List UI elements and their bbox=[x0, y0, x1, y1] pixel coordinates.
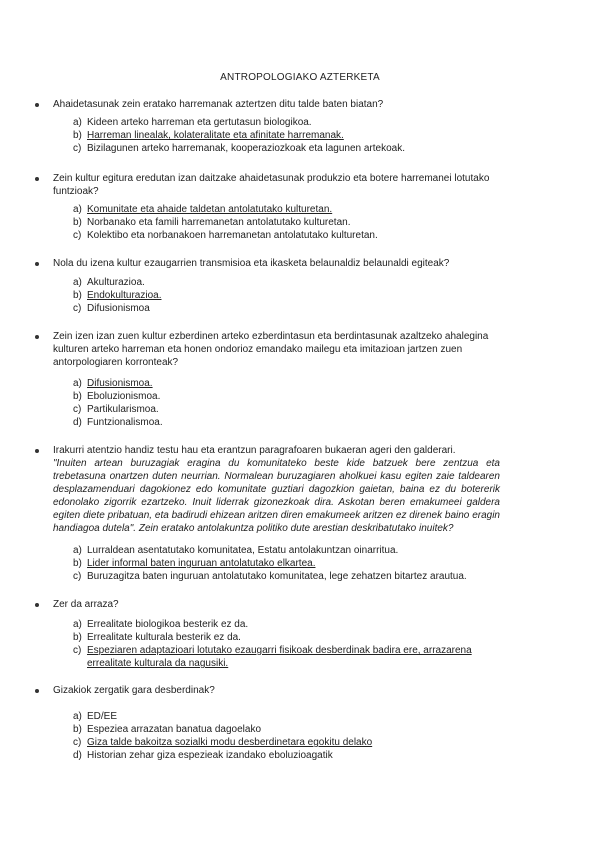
answer-option bbox=[73, 416, 503, 429]
option-letter: b) bbox=[73, 632, 82, 643]
answer-option bbox=[73, 749, 503, 762]
option-text: Komunitate eta ahaide taldetan antolatutako kulturetan. bbox=[87, 204, 333, 215]
answer-option bbox=[73, 276, 503, 289]
option-letter: c) bbox=[73, 230, 82, 241]
bullet-icon bbox=[35, 449, 39, 453]
question-text: Nola du izena kultur ezaugarrien transmisioa eta ikasketa belaunaldiz belaunaldi egiteak? bbox=[53, 258, 450, 269]
question bbox=[53, 598, 500, 611]
question-text: Zer da arraza? bbox=[53, 599, 119, 610]
option-text: Historian zehar giza espezieak izandako eboluzioagatik bbox=[87, 750, 333, 761]
option-text: Eboluzionismoa. bbox=[87, 391, 161, 402]
option-text: Bizilagunen arteko harremanak, kooperaziozkoak eta lagunen artekoak. bbox=[87, 143, 405, 154]
question-text: Irakurri atentzio handiz testu hau eta erantzun paragrafoaren bukaeran ageri den galderari. bbox=[53, 445, 456, 456]
bullet-icon bbox=[35, 335, 39, 339]
bullet-icon bbox=[35, 103, 39, 107]
option-text: Funtzionalismoa. bbox=[87, 417, 163, 428]
answer-option bbox=[73, 203, 503, 216]
option-text: Akulturazioa. bbox=[87, 277, 145, 288]
option-letter: c) bbox=[73, 404, 82, 415]
option-letter: b) bbox=[73, 130, 82, 141]
answer-option bbox=[73, 631, 503, 644]
option-text: Difusionismoa. bbox=[87, 378, 153, 389]
answer-option bbox=[73, 723, 503, 736]
bullet-icon bbox=[35, 603, 39, 607]
question bbox=[53, 444, 500, 535]
option-letter: a) bbox=[73, 711, 82, 722]
option-letter: c) bbox=[73, 571, 82, 582]
answer-option bbox=[73, 229, 503, 242]
answer-option bbox=[73, 557, 503, 570]
option-text: Kideen arteko harreman eta gertutasun biologikoa. bbox=[87, 117, 312, 128]
option-letter: b) bbox=[73, 391, 82, 402]
option-letter: b) bbox=[73, 724, 82, 735]
exam-title: ANTROPOLOGIAKO AZTERKETA bbox=[220, 72, 380, 83]
question bbox=[53, 98, 500, 111]
option-letter: c) bbox=[73, 737, 82, 748]
answer-option bbox=[73, 403, 503, 416]
option-letter: c) bbox=[73, 645, 82, 656]
answer-option bbox=[73, 570, 503, 583]
answer-option bbox=[73, 644, 503, 670]
answer-option bbox=[73, 710, 503, 723]
option-text: Partikularismoa. bbox=[87, 404, 159, 415]
option-letter: d) bbox=[73, 417, 82, 428]
question bbox=[53, 172, 500, 198]
option-letter: d) bbox=[73, 750, 82, 761]
question-text: Zein kultur egitura eredutan izan daitzake ahaidetasunak produkzio eta botere harremanei lotutako funtzioak? bbox=[53, 173, 490, 197]
option-letter: b) bbox=[73, 217, 82, 228]
option-text: Norbanako eta famili harremanetan antolatutako kulturetan. bbox=[87, 217, 351, 228]
question bbox=[53, 257, 500, 270]
option-text: ED/EE bbox=[87, 711, 118, 722]
option-text: Lurraldean asentatutako komunitatea, Estatu antolakuntzan oinarritua. bbox=[87, 545, 399, 556]
question-text: Zein izen izan zuen kultur ezberdinen arteko ezberdintasun eta berdintasunak azaltzeko ahalegina kulturen arteko harreman eta honen ondorioz emandako mailegu eta imitazioan jartzen zuen antorpologiaren korronteak? bbox=[53, 331, 489, 368]
answer-option bbox=[73, 390, 503, 403]
option-letter: a) bbox=[73, 117, 82, 128]
option-letter: a) bbox=[73, 619, 82, 630]
option-letter: b) bbox=[73, 558, 82, 569]
option-text: Errealitate biologikoa besterik ez da. bbox=[87, 619, 249, 630]
answer-option bbox=[73, 289, 503, 302]
answer-option bbox=[73, 544, 503, 557]
answer-option bbox=[73, 377, 503, 390]
option-letter: a) bbox=[73, 277, 82, 288]
question-text: Ahaidetasunak zein eratako harremanak aztertzen ditu talde baten biatan? bbox=[53, 99, 384, 110]
option-text: Espeziaren adaptazioari lotutako ezaugarri fisikoak desberdinak badira ere, arrazarena errealitate kulturala da nagusiki. bbox=[87, 645, 472, 669]
option-text: Espeziea arrazatan banatua dagoelako bbox=[87, 724, 262, 735]
question-quote: "Inuiten artean buruzagiak eragina du komunitateko beste kide batzuek bere zentzua eta trebetasuna onartzen duten neurrian. Normalean buruzagiaren aholkuei kasu egiten zaie taldearen desplazamenduari dagokionez edo komunitate guztiari dagozkion gaietan, baina ez du botererik edonolako zigorrik ezartzeko. Inuit liderrak gizonezkoak dira. Askotan beren emakumeei galdera egiten diete pribatuan, eta badirudi ehizean aritzen diren emakumeek aritzen ez direnek baino eragin handiagoa dutela". Zein eratako antolakuntza politiko dute arestian deskribatutako inuitek? bbox=[53, 458, 500, 534]
answer-option bbox=[73, 142, 503, 155]
option-text: Errealitate kulturala besterik ez da. bbox=[87, 632, 241, 643]
bullet-icon bbox=[35, 262, 39, 266]
option-letter: b) bbox=[73, 290, 82, 301]
bullet-icon bbox=[35, 177, 39, 181]
option-letter: a) bbox=[73, 545, 82, 556]
answer-option bbox=[73, 736, 503, 749]
bullet-icon bbox=[35, 689, 39, 693]
option-letter: a) bbox=[73, 204, 82, 215]
answer-option bbox=[73, 618, 503, 631]
option-text: Buruzagitza baten inguruan antolatutako komunitatea, lege zehatzen bitartez arautua. bbox=[87, 571, 467, 582]
option-letter: c) bbox=[73, 303, 82, 314]
option-text: Endokulturazioa. bbox=[87, 290, 162, 301]
option-letter: a) bbox=[73, 378, 82, 389]
answer-option bbox=[73, 302, 503, 315]
answer-option bbox=[73, 116, 503, 129]
option-text: Difusionismoa bbox=[87, 303, 150, 314]
answer-option bbox=[73, 216, 503, 229]
answer-option bbox=[73, 129, 503, 142]
question bbox=[53, 684, 500, 697]
option-letter: c) bbox=[73, 143, 82, 154]
option-text: Giza talde bakoitza sozialki modu desberdinetara egokitu delako bbox=[87, 737, 373, 748]
option-text: Harreman linealak, kolateralitate eta afinitate harremanak. bbox=[87, 130, 344, 141]
option-text: Lider informal baten inguruan antolatutako elkartea. bbox=[87, 558, 316, 569]
question-text: Gizakiok zergatik gara desberdinak? bbox=[53, 685, 215, 696]
question bbox=[53, 330, 500, 369]
option-text: Kolektibo eta norbanakoen harremanetan antolatutako kulturetan. bbox=[87, 230, 378, 241]
